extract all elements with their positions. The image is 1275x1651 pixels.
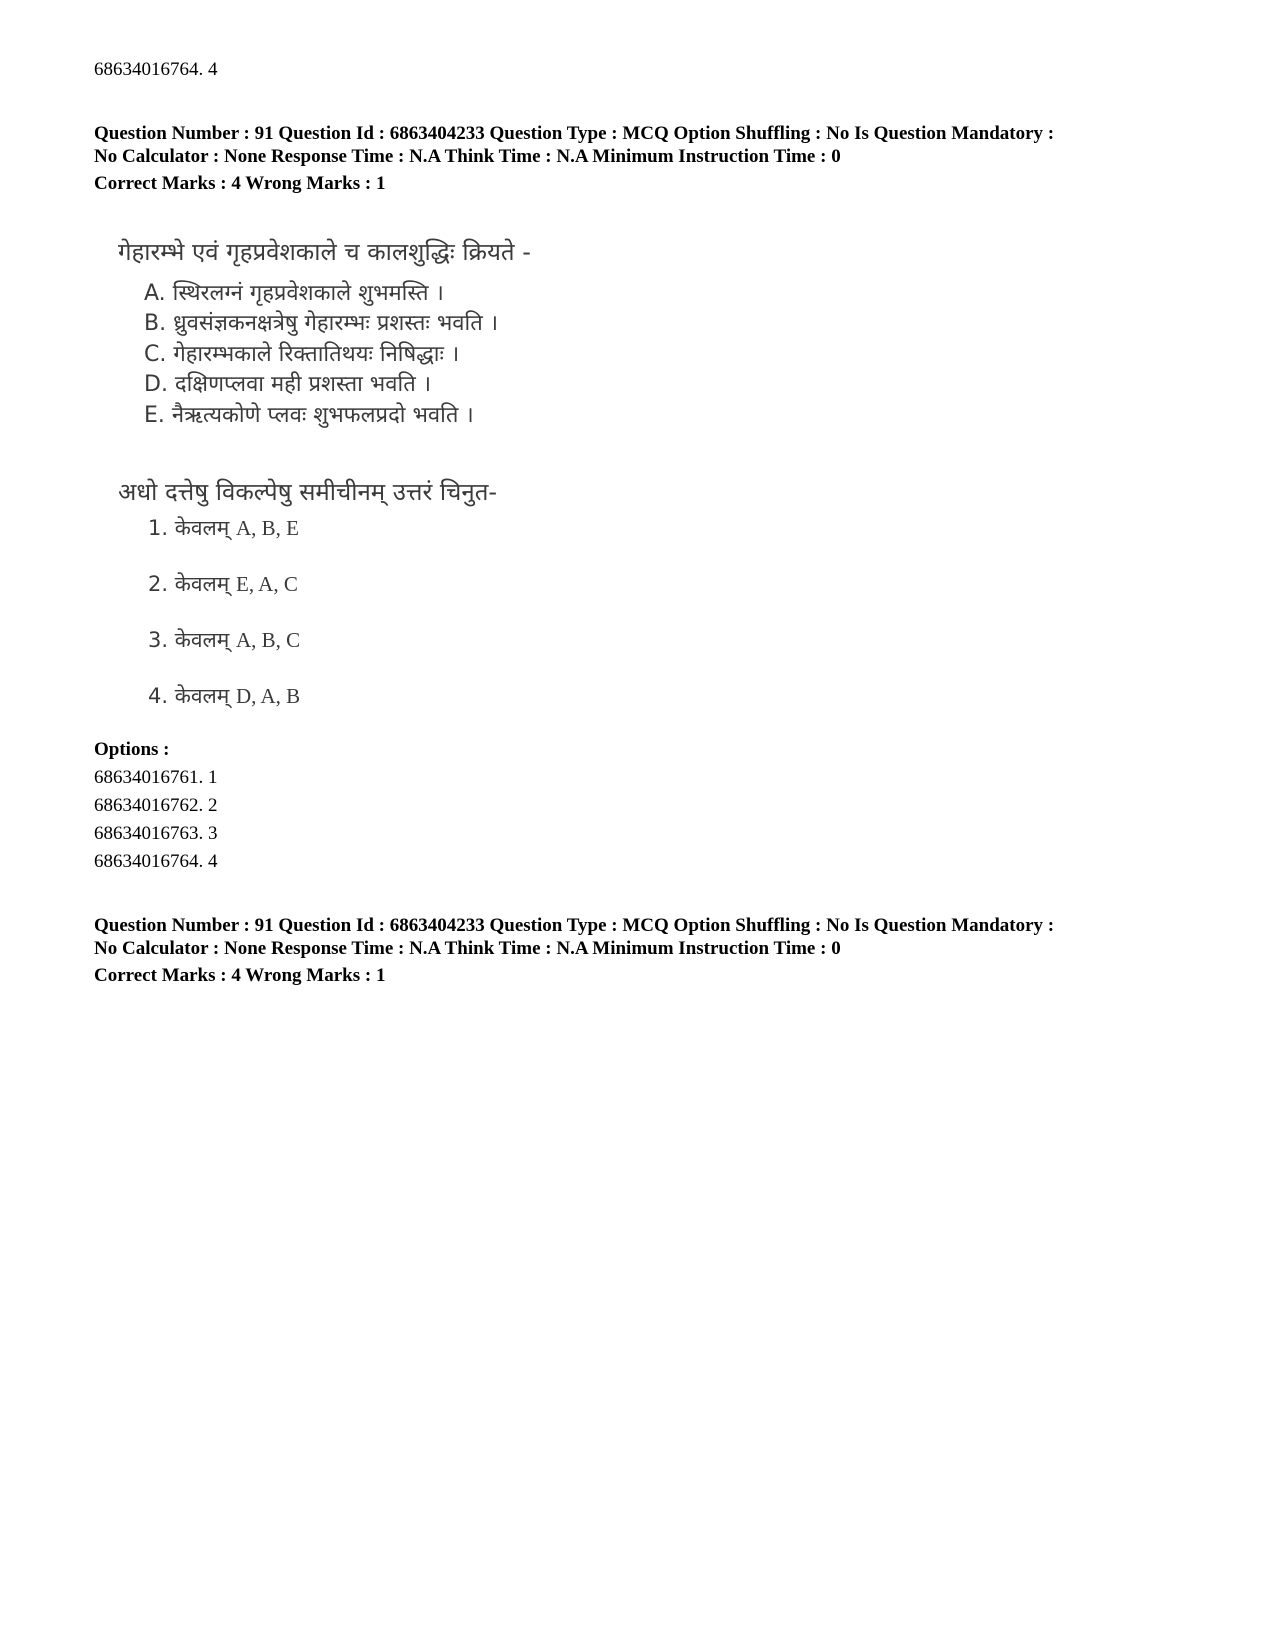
choice-3 <box>148 626 300 654</box>
choice-2-letters: E, A, C <box>236 572 298 596</box>
question-header-line-2: No Calculator : None Response Time : N.A Think Time : N.A Minimum Instruction Time : 0 <box>94 146 841 167</box>
choice-1 <box>148 514 299 542</box>
next-question-header-line-1: Question Number : 91 Question Id : 6863404233 Question Type : MCQ Option Shuffling : No Is Question Mandatory : <box>94 915 1055 936</box>
choice-1-number: 1. केवलम् <box>148 516 230 540</box>
option-2: 68634016762. 2 <box>94 795 218 816</box>
statement-c: C. गेहारम्भकाले रिक्तातिथयः निषिद्धाः । <box>144 342 460 367</box>
question-header-line-1: Question Number : 91 Question Id : 6863404233 Question Type : MCQ Option Shuffling : No Is Question Mandatory : <box>94 123 1055 144</box>
statement-b: B. ध्रुवसंज्ञकनक्षत्रेषु गेहारम्भः प्रशस्तः भवति । <box>144 311 499 336</box>
question-image <box>118 228 638 748</box>
choice-3-letters: A, B, C <box>236 628 301 652</box>
statement-a: A. स्थिरलग्नं गृहप्रवेशकाले शुभमस्ति । <box>144 281 444 306</box>
choice-4 <box>148 682 300 710</box>
statement-d: D. दक्षिणप्लवा मही प्रशस्ता भवति । <box>144 372 432 397</box>
question-stem: गेहारम्भे एवं गृहप्रवेशकाले च कालशुद्धिः क्रियते - <box>118 238 531 266</box>
previous-answer-line: 68634016764. 4 <box>94 59 218 80</box>
option-3: 68634016763. 3 <box>94 823 218 844</box>
choice-4-number: 4. केवलम् <box>148 684 230 708</box>
choice-1-letters: A, B, E <box>236 516 299 540</box>
options-label: Options : <box>94 739 170 760</box>
option-4: 68634016764. 4 <box>94 851 218 872</box>
marks-line: Correct Marks : 4 Wrong Marks : 1 <box>94 173 386 194</box>
statement-e: E. नैऋत्यकोणे प्लवः शुभफलप्रदो भवति । <box>144 403 474 428</box>
choice-3-number: 3. केवलम् <box>148 628 230 652</box>
next-question-header-line-2: No Calculator : None Response Time : N.A Think Time : N.A Minimum Instruction Time : 0 <box>94 938 841 959</box>
choice-4-letters: D, A, B <box>236 684 301 708</box>
option-1: 68634016761. 1 <box>94 767 218 788</box>
question-instruction: अधो दत्तेषु विकल्पेषु समीचीनम् उत्तरं चिनुत- <box>118 478 498 506</box>
next-marks-line: Correct Marks : 4 Wrong Marks : 1 <box>94 965 386 986</box>
choice-2 <box>148 570 298 598</box>
choice-2-number: 2. केवलम् <box>148 572 230 596</box>
